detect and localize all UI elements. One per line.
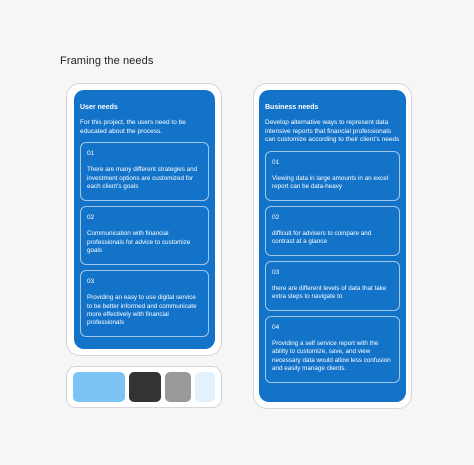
card-text: there are different levels of data that take extra steps to navigate to [272,284,387,301]
user-need-card-2 [80,206,209,265]
color-palette [66,366,222,408]
user-need-card-3 [80,270,209,337]
business-need-card-1 [265,151,400,201]
card-number: 02 [87,214,95,222]
business-needs-description: Develop alternative ways to represent data intensive reports that financial professionals can customize according to their client’s needs [265,119,400,144]
page-title: Framing the needs [60,55,154,67]
user-needs-panel [74,90,215,349]
card-text: difficult for advisers to compare and contrast at a glance [272,229,372,246]
swatch-dark-gray [129,372,161,402]
card-text: Viewing data in large amounts in an excel report can be data-heavy [272,174,389,191]
user-need-card-1 [80,142,209,201]
card-text: Providing a self service report with the ability to customize, save, and view necessary data would allow less confusion and easily manage clients. [272,339,391,372]
card-number: 01 [272,158,280,166]
business-need-card-4 [265,316,400,383]
business-needs-heading: Business needs [265,104,319,111]
card-number: 03 [272,268,280,276]
business-needs-phone [253,83,412,409]
swatch-pale-blue [195,372,215,402]
user-needs-heading: User needs [80,104,118,111]
card-text: There are many different strategies and investment options are customized for each client’s goals [87,166,198,190]
swatch-light-blue [73,372,125,402]
business-need-card-3 [265,261,400,311]
card-number: 03 [87,278,95,286]
card-number: 02 [272,213,280,221]
business-needs-panel [259,90,406,402]
card-text: Providing an easy to use digital service to be better informed and communicate more effectively with financial professionals [87,294,197,327]
user-needs-description: For this project, the users need to be educated about the process. [80,119,186,135]
card-number: 04 [272,323,280,331]
swatch-mid-gray [165,372,191,402]
card-text: Communication with financial professionals for advice to customize goals [87,230,191,254]
business-need-card-2 [265,206,400,256]
user-needs-phone [66,83,222,356]
card-number: 01 [87,150,95,158]
